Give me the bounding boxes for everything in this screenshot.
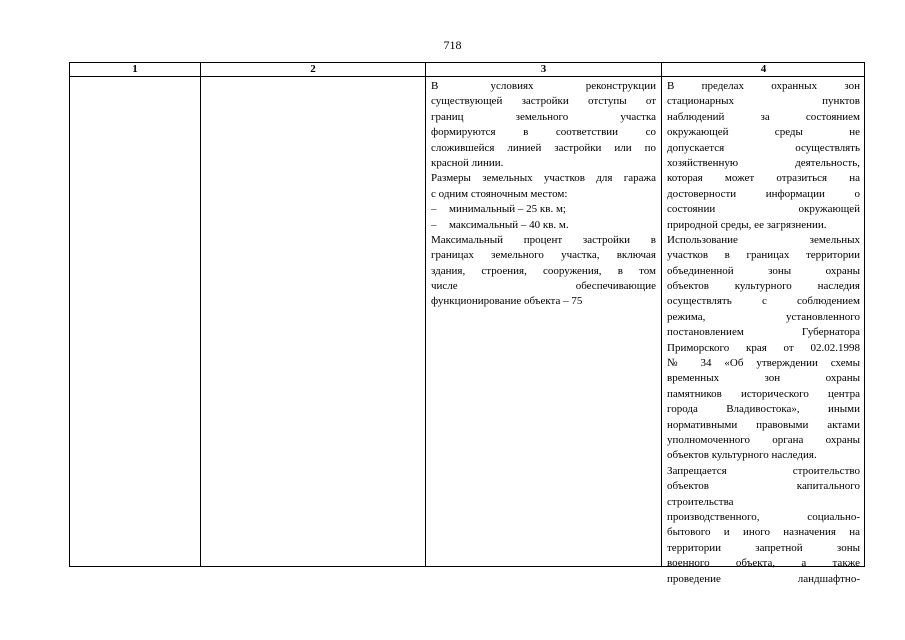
col4-line: стационарных пунктов xyxy=(667,95,860,108)
col4-line: военного объекта, а также xyxy=(667,557,860,570)
col4-line: постановлением Губернатора xyxy=(667,326,860,339)
header-col-4: 4 xyxy=(760,63,767,75)
col3-line: здания, строения, сооружения, в том xyxy=(431,264,656,277)
col3-bullet-item xyxy=(431,202,656,217)
col3-line: границах земельного участка, включая xyxy=(431,249,656,262)
header-col-3: 3 xyxy=(540,63,547,75)
col4-line: участков в границах территории xyxy=(667,249,860,262)
column-divider-1 xyxy=(200,63,201,566)
col3-line: Максимальный процент застройки в xyxy=(431,233,656,246)
col4-line: объектов капитального xyxy=(667,480,860,493)
col4-line: производственного, социально- xyxy=(667,510,860,523)
col3-line: Размеры земельных участков для гаража xyxy=(431,172,656,185)
col4-line: бытового и иного назначения на xyxy=(667,526,860,539)
col4-line: территории запретной зоны xyxy=(667,541,860,554)
column-divider-3 xyxy=(661,63,662,566)
col4-line: временных зон охраны xyxy=(667,372,860,385)
col3-line: красной линии. xyxy=(431,156,504,169)
col3-line: границ земельного участка xyxy=(431,110,656,123)
col4-line: состоянии окружающей xyxy=(667,203,860,216)
col3-line: сложившейся линией застройки или по xyxy=(431,141,656,154)
col4-line: Приморского края от 02.02.1998 xyxy=(667,341,860,354)
col4-paragraph xyxy=(667,79,860,233)
page-number: 718 xyxy=(443,38,462,52)
col4-line: Использование земельных xyxy=(667,233,860,246)
col3-line: В условиях реконструкции xyxy=(431,80,656,92)
col4-line: природной среды, ее загрязнении. xyxy=(667,218,827,231)
col4-paragraph xyxy=(667,464,860,587)
col4-line: режима, установленного xyxy=(667,310,860,323)
header-col-1: 1 xyxy=(132,63,138,75)
col3-line: функционирование объекта – 75 xyxy=(431,295,583,308)
col4-line: достоверности информации о xyxy=(667,187,860,200)
col4-line: проведение ландшафтно- xyxy=(667,572,860,585)
col4-line: наблюдений за состоянием xyxy=(667,110,860,123)
col4-line: строительства xyxy=(667,495,734,508)
header-col-2: 2 xyxy=(310,63,316,75)
col3-bullet-item xyxy=(431,218,656,233)
col3-line: с одним стояночным местом: xyxy=(431,187,568,200)
cell-col-4-text xyxy=(667,79,860,587)
col4-line: допускается осуществлять xyxy=(667,141,860,154)
col3-line: числе обеспечивающие xyxy=(431,280,656,293)
bullet-text: максимальный – 40 кв. м. xyxy=(449,218,569,231)
col4-line: города Владивостока», иными xyxy=(667,403,860,416)
col4-line: которая может отразиться на xyxy=(667,172,860,185)
col4-line: окружающей среды не xyxy=(667,126,860,139)
col4-line: нормативными правовыми актами xyxy=(667,418,860,431)
cell-col-3-text xyxy=(431,79,656,310)
col3-paragraph xyxy=(431,233,656,310)
col3-line xyxy=(431,218,656,233)
col3-line xyxy=(431,202,656,217)
col4-line: уполномоченного органа охраны xyxy=(667,433,860,446)
col3-line: формируются в соответствии со xyxy=(431,126,656,139)
col3-paragraph xyxy=(431,79,656,171)
col4-line: осуществлять с соблюдением xyxy=(667,295,860,308)
col4-line: памятников исторического центра xyxy=(667,387,860,400)
col4-line: объектов культурного наследия xyxy=(667,280,860,293)
column-divider-2 xyxy=(425,63,426,566)
col4-line: В пределах охранных зон xyxy=(667,80,860,92)
dash-marker: – xyxy=(431,203,437,216)
col4-line: объединенной зоны охраны xyxy=(667,264,860,277)
bullet-text: минимальный – 25 кв. м; xyxy=(449,203,566,216)
col3-line: существующей застройки отступы от xyxy=(431,95,656,108)
col4-paragraph xyxy=(667,233,860,464)
col4-line: хозяйственную деятельность, xyxy=(667,156,860,169)
col4-line: Запрещается строительство xyxy=(667,464,860,477)
dash-marker: – xyxy=(431,218,437,231)
col4-line: объектов культурного наследия. xyxy=(667,449,817,462)
col3-paragraph xyxy=(431,171,656,202)
col4-line: № 34 «Об утверждении схемы xyxy=(667,357,860,370)
header-divider xyxy=(70,76,864,77)
regulations-table xyxy=(69,62,865,585)
